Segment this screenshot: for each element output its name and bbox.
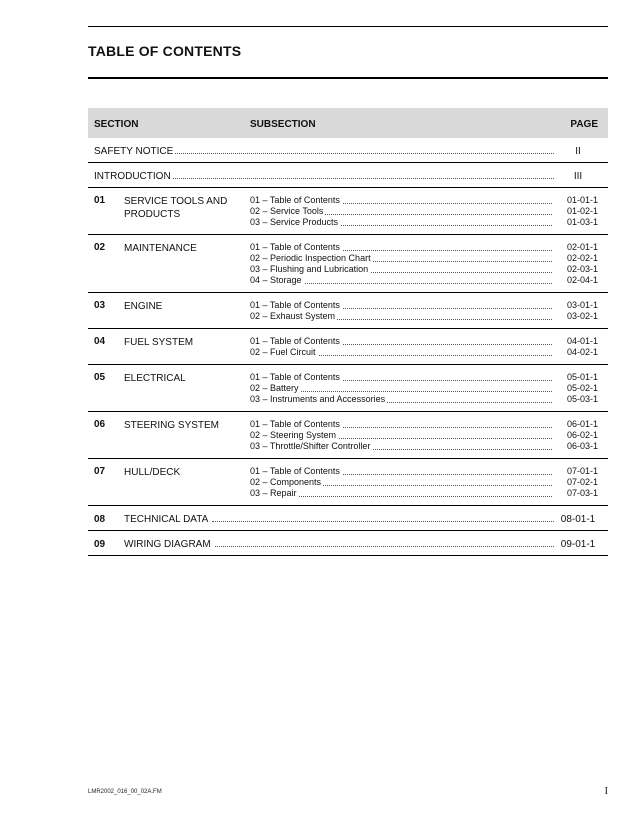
subsection-page: 01-01-1 — [566, 195, 598, 205]
subsection-entry[interactable] — [250, 383, 598, 394]
subsection-page: 07-02-1 — [566, 477, 598, 487]
subsection-page: 03-01-1 — [566, 300, 598, 310]
subsection-title: 03 – Service Products — [250, 217, 339, 227]
leader-dots — [212, 521, 554, 522]
subsection-entry[interactable] — [250, 336, 598, 347]
toc-entry[interactable] — [88, 138, 608, 163]
section-number: 02 — [94, 242, 106, 253]
entry-page: II — [575, 146, 581, 157]
subsection-title: 02 – Service Tools — [250, 206, 324, 216]
subsection-entry[interactable] — [250, 430, 598, 441]
section-number: 03 — [94, 300, 106, 311]
page-title: TABLE OF CONTENTS — [88, 43, 242, 59]
subsection-list — [250, 195, 598, 228]
subsection-entry[interactable] — [250, 300, 598, 311]
title-rule — [88, 77, 608, 79]
subsection-page: 04-01-1 — [566, 336, 598, 346]
subsection-list — [250, 372, 598, 405]
subsection-title: 03 – Repair — [250, 488, 297, 498]
entry-label: TECHNICAL DATA — [124, 514, 209, 525]
subsection-page: 04-02-1 — [566, 347, 598, 357]
toc-entry[interactable] — [88, 531, 608, 556]
subsection-title: 01 – Table of Contents — [250, 242, 340, 252]
subsection-page: 07-03-1 — [566, 488, 598, 498]
section-name[interactable]: ENGINE — [124, 301, 163, 312]
toc-entry[interactable] — [88, 506, 608, 531]
subsection-entry[interactable] — [250, 347, 598, 358]
subsection-page: 07-01-1 — [566, 466, 598, 476]
section-name[interactable]: MAINTENANCE — [124, 243, 197, 254]
footer-page-number: I — [604, 786, 608, 797]
subsection-entry[interactable] — [250, 441, 598, 452]
toc-table — [88, 108, 608, 556]
section-number: 05 — [94, 372, 106, 383]
section-number: 09 — [94, 539, 106, 550]
subsection-title: 03 – Instruments and Accessories — [250, 394, 386, 404]
section-name[interactable]: HULL/DECK — [124, 467, 181, 478]
subsection-page: 02-03-1 — [566, 264, 598, 274]
section-number: 06 — [94, 419, 106, 430]
subsection-title: 02 – Periodic Inspection Chart — [250, 253, 371, 263]
subsection-entry[interactable] — [250, 253, 598, 264]
subsection-page: 02-02-1 — [566, 253, 598, 263]
subsection-entry[interactable] — [250, 466, 598, 477]
section-row — [88, 329, 608, 365]
subsection-list — [250, 466, 598, 499]
subsection-title: 03 – Throttle/Shifter Controller — [250, 441, 371, 451]
subsection-list — [250, 419, 598, 452]
subsection-title: 02 – Exhaust System — [250, 311, 336, 321]
subsection-entry[interactable] — [250, 195, 598, 206]
subsection-entry[interactable] — [250, 217, 598, 228]
entry-page: 08-01-1 — [560, 514, 596, 525]
section-row — [88, 412, 608, 459]
leader-dots — [173, 178, 554, 179]
subsection-page: 02-01-1 — [566, 242, 598, 252]
section-name[interactable]: FUEL SYSTEM — [124, 337, 194, 348]
subsection-page: 01-03-1 — [566, 217, 598, 227]
subsection-list — [250, 242, 598, 286]
subsection-title: 02 – Battery — [250, 383, 299, 393]
subsection-page: 05-03-1 — [566, 394, 598, 404]
subsection-entry[interactable] — [250, 206, 598, 217]
section-name[interactable]: ELECTRICAL — [124, 373, 186, 384]
subsection-entry[interactable] — [250, 264, 598, 275]
leader-dots — [215, 546, 554, 547]
header-section: SECTION — [94, 119, 139, 130]
subsection-entry[interactable] — [250, 419, 598, 430]
subsection-page: 03-02-1 — [566, 311, 598, 321]
toc-entry[interactable] — [88, 163, 608, 188]
section-row — [88, 188, 608, 235]
subsection-entry[interactable] — [250, 275, 598, 286]
header-subsection: SUBSECTION — [250, 119, 316, 130]
subsection-entry[interactable] — [250, 477, 598, 488]
section-row — [88, 235, 608, 293]
subsection-title: 01 – Table of Contents — [250, 372, 340, 382]
entry-label: SAFETY NOTICE — [94, 146, 174, 157]
subsection-entry[interactable] — [250, 242, 598, 253]
subsection-list — [250, 336, 598, 358]
subsection-page: 06-02-1 — [566, 430, 598, 440]
subsection-title: 04 – Storage — [250, 275, 302, 285]
entry-page: 09-01-1 — [560, 539, 596, 550]
toc-header — [88, 108, 608, 138]
subsection-entry[interactable] — [250, 488, 598, 499]
entry-label: WIRING DIAGRAM — [124, 539, 211, 550]
header-page: PAGE — [570, 119, 598, 130]
subsection-entry[interactable] — [250, 372, 598, 383]
section-number: 08 — [94, 514, 106, 525]
section-number: 04 — [94, 336, 106, 347]
subsection-entry[interactable] — [250, 394, 598, 405]
section-name[interactable]: SERVICE TOOLS AND PRODUCTS — [124, 196, 228, 220]
subsection-title: 01 – Table of Contents — [250, 419, 340, 429]
subsection-page: 06-01-1 — [566, 419, 598, 429]
section-row — [88, 365, 608, 412]
subsection-page: 05-01-1 — [566, 372, 598, 382]
subsection-entry[interactable] — [250, 311, 598, 322]
subsection-title: 02 – Components — [250, 477, 322, 487]
subsection-page: 02-04-1 — [566, 275, 598, 285]
top-rule — [88, 26, 608, 27]
subsection-list — [250, 300, 598, 322]
subsection-title: 01 – Table of Contents — [250, 466, 340, 476]
subsection-title: 02 – Fuel Circuit — [250, 347, 316, 357]
subsection-title: 01 – Table of Contents — [250, 336, 340, 346]
subsection-page: 01-02-1 — [566, 206, 598, 216]
subsection-page: 05-02-1 — [566, 383, 598, 393]
subsection-title: 01 – Table of Contents — [250, 300, 340, 310]
subsection-title: 01 – Table of Contents — [250, 195, 340, 205]
entry-label: INTRODUCTION — [94, 171, 171, 182]
section-number: 01 — [94, 195, 106, 206]
footer-filename: LMR2002_016_00_02A.FM — [88, 789, 162, 795]
subsection-title: 02 – Steering System — [250, 430, 337, 440]
section-name[interactable]: STEERING SYSTEM — [124, 420, 220, 431]
section-row — [88, 293, 608, 329]
subsection-title: 03 – Flushing and Lubrication — [250, 264, 369, 274]
section-number: 07 — [94, 466, 106, 477]
leader-dots — [175, 153, 554, 154]
subsection-page: 06-03-1 — [566, 441, 598, 451]
section-row — [88, 459, 608, 506]
entry-page: III — [573, 171, 583, 182]
